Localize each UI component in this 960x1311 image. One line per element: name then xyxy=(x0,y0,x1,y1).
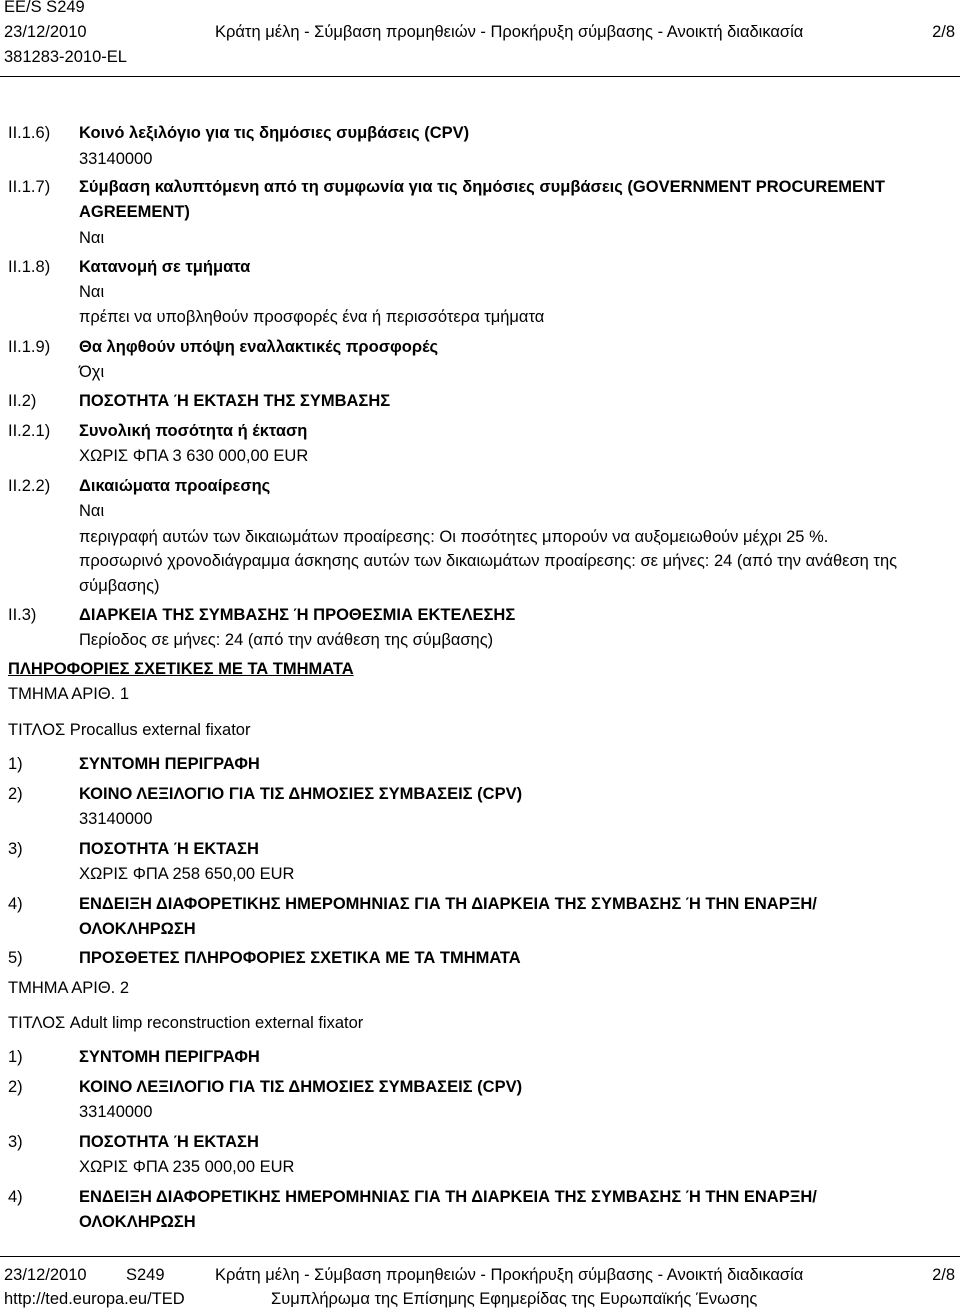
lot-item-value: ΧΩΡΙΣ ΦΠΑ 235 000,00 EUR xyxy=(79,1158,295,1176)
section-heading: Κατανομή σε τμήματα xyxy=(79,258,251,276)
header-date: 23/12/2010 xyxy=(4,23,87,41)
lot-item-number: 1) xyxy=(8,755,23,773)
lot-label: ΤΜΗΜΑ ΑΡΙΘ. 2 xyxy=(8,979,130,997)
header-ref: 381283-2010-EL xyxy=(4,48,127,66)
section-heading: ΔΙΑΡΚΕΙΑ ΤΗΣ ΣΥΜΒΑΣΗΣ Ή ΠΡΟΘΕΣΜΙΑ ΕΚΤΕΛΕΣΗΣ xyxy=(79,606,516,624)
footer-date: 23/12/2010 xyxy=(4,1266,87,1284)
lot-item-value: 33140000 xyxy=(79,810,153,828)
section-heading: Συνολική ποσότητα ή έκταση xyxy=(79,422,308,440)
section-number: II.1.9) xyxy=(8,338,51,356)
option-schedule: προσωρινό χρονοδιάγραμμα άσκησης αυτών των δικαιωμάτων προαίρεσης: σε μήνες: 24 (από την ανάθεση της xyxy=(79,552,898,570)
header-page: 2/8 xyxy=(932,23,955,41)
footer-page: 2/8 xyxy=(932,1266,955,1284)
section-heading: Θα ληφθούν υπόψη εναλλακτικές προσφορές xyxy=(79,338,439,356)
section-value: Ναι xyxy=(79,283,105,301)
section-heading: Σύμβαση καλυπτόμενη από τη συμφωνία για τις δημόσιες συμβάσεις (GOVERNMENT PROCUREMENT xyxy=(79,178,885,196)
header-title: Κράτη μέλη - Σύμβαση προμηθειών - Προκήρυξη σύμβασης - Ανοικτή διαδικασία xyxy=(215,23,804,41)
footer-url-link[interactable]: http://ted.europa.eu/TED xyxy=(4,1290,185,1308)
footer-supplement: Συμπλήρωμα της Επίσημης Εφημερίδας της Ευρωπαϊκής Ένωσης xyxy=(271,1290,758,1308)
lot-item-heading: ΚΟΙΝΟ ΛΕΞΙΛΟΓΙΟ ΓΙΑ ΤΙΣ ΔΗΜΟΣΙΕΣ ΣΥΜΒΑΣΕΙΣ (CPV) xyxy=(79,785,523,803)
section-value: Όχι xyxy=(79,363,105,381)
option-schedule-cont: σύμβασης) xyxy=(79,577,160,595)
section-number: II.2.1) xyxy=(8,422,51,440)
lot-label: ΤΜΗΜΑ ΑΡΙΘ. 1 xyxy=(8,685,130,703)
section-number: II.1.7) xyxy=(8,178,51,196)
lot-item-value: ΧΩΡΙΣ ΦΠΑ 258 650,00 EUR xyxy=(79,865,295,883)
lot-item-value: 33140000 xyxy=(79,1103,153,1121)
lot-title: ΤΙΤΛΟΣ Adult limp reconstruction external fixator xyxy=(8,1014,364,1032)
footer-divider xyxy=(0,1256,960,1257)
lot-item-heading: ΕΝΔΕΙΞΗ ΔΙΑΦΟΡΕΤΙΚΗΣ ΗΜΕΡΟΜΗΝΙΑΣ ΓΙΑ ΤΗ ΔΙΑΡΚΕΙΑ ΤΗΣ ΣΥΜΒΑΣΗΣ Ή ΤΗΝ ΕΝΑΡΞΗ/ xyxy=(79,895,817,913)
lot-item-heading: ΠΡΟΣΘΕΤΕΣ ΠΛΗΡΟΦΟΡΙΕΣ ΣΧΕΤΙΚΑ ΜΕ ΤΑ ΤΜΗΜΑΤΑ xyxy=(79,949,521,967)
lot-item-heading: ΕΝΔΕΙΞΗ ΔΙΑΦΟΡΕΤΙΚΗΣ ΗΜΕΡΟΜΗΝΙΑΣ ΓΙΑ ΤΗ ΔΙΑΡΚΕΙΑ ΤΗΣ ΣΥΜΒΑΣΗΣ Ή ΤΗΝ ΕΝΑΡΞΗ/ xyxy=(79,1188,817,1206)
section-value: Ναι xyxy=(79,502,105,520)
section-heading: Κοινό λεξιλόγιο για τις δημόσιες συμβάσεις (CPV) xyxy=(79,124,470,142)
option-description: περιγραφή αυτών των δικαιωμάτων προαίρεσης: Οι ποσότητες μπορούν να αυξομειωθούν μέχρι 25 %. xyxy=(79,528,829,546)
section-number: II.1.6) xyxy=(8,124,51,142)
lot-item-heading: ΠΟΣΟΤΗΤΑ Ή ΕΚΤΑΣΗ xyxy=(79,840,259,858)
lot-item-heading-cont: ΟΛΟΚΛΗΡΩΣΗ xyxy=(79,1213,196,1231)
section-heading-cont: AGREEMENT) xyxy=(79,203,190,221)
lot-item-number: 5) xyxy=(8,949,23,967)
lot-title: ΤΙΤΛΟΣ Procallus external fixator xyxy=(8,721,251,739)
section-note: πρέπει να υποβληθούν προσφορές ένα ή περισσότερα τμήματα xyxy=(79,308,545,326)
lot-item-number: 4) xyxy=(8,895,23,913)
footer-issue: S249 xyxy=(126,1266,165,1284)
lots-heading: ΠΛΗΡΟΦΟΡΙΕΣ ΣΧΕΤΙΚΕΣ ΜΕ ΤΑ ΤΜΗΜΑΤΑ xyxy=(8,660,354,678)
section-value: Ναι xyxy=(79,229,105,247)
lot-item-number: 1) xyxy=(8,1048,23,1066)
section-value: ΧΩΡΙΣ ΦΠΑ 3 630 000,00 EUR xyxy=(79,447,309,465)
section-number: II.2.2) xyxy=(8,477,51,495)
lot-item-number: 2) xyxy=(8,785,23,803)
section-heading: Δικαιώματα προαίρεσης xyxy=(79,477,271,495)
lot-item-number: 4) xyxy=(8,1188,23,1206)
section-value: Περίοδος σε μήνες: 24 (από την ανάθεση της σύμβασης) xyxy=(79,631,494,649)
lot-item-heading: ΣΥΝΤΟΜΗ ΠΕΡΙΓΡΑΦΗ xyxy=(79,1048,260,1066)
lot-item-number: 3) xyxy=(8,840,23,858)
doc-id: EE/S S249 xyxy=(4,0,85,16)
lot-item-heading: ΚΟΙΝΟ ΛΕΞΙΛΟΓΙΟ ΓΙΑ ΤΙΣ ΔΗΜΟΣΙΕΣ ΣΥΜΒΑΣΕΙΣ (CPV) xyxy=(79,1078,523,1096)
lot-item-heading-cont: ΟΛΟΚΛΗΡΩΣΗ xyxy=(79,920,196,938)
section-number: II.3) xyxy=(8,606,37,624)
lot-item-number: 3) xyxy=(8,1133,23,1151)
section-number: II.2) xyxy=(8,392,37,410)
section-number: II.1.8) xyxy=(8,258,51,276)
lot-item-number: 2) xyxy=(8,1078,23,1096)
section-value: 33140000 xyxy=(79,150,153,168)
lot-item-heading: ΠΟΣΟΤΗΤΑ Ή ΕΚΤΑΣΗ xyxy=(79,1133,259,1151)
footer-title: Κράτη μέλη - Σύμβαση προμηθειών - Προκήρυξη σύμβασης - Ανοικτή διαδικασία xyxy=(215,1266,804,1284)
lot-item-heading: ΣΥΝΤΟΜΗ ΠΕΡΙΓΡΑΦΗ xyxy=(79,755,260,773)
header-divider xyxy=(0,76,960,77)
section-heading: ΠΟΣΟΤΗΤΑ Ή ΕΚΤΑΣΗ ΤΗΣ ΣΥΜΒΑΣΗΣ xyxy=(79,392,391,410)
